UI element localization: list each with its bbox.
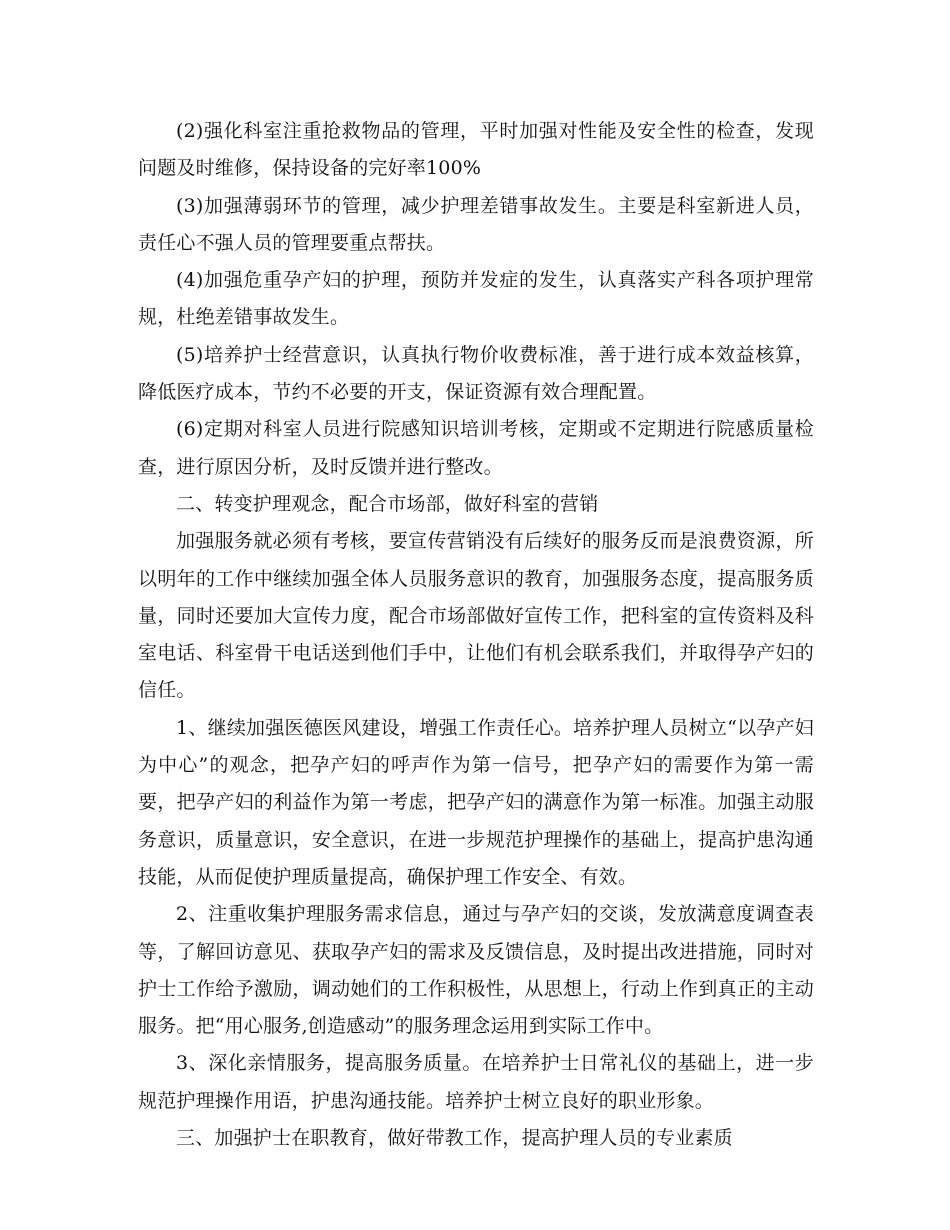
paragraph-item-3: (3)加强薄弱环节的管理，减少护理差错事故发生。主要是科室新进人员，责任心不强人员的管理要重点帮扶。 xyxy=(138,194,814,254)
paragraph-point-3: 3、深化亲情服务，提高服务质量。在培养护士日常礼仪的基础上，进一步规范护理操作用语，护患沟通技能。培养护士树立良好的职业形象。 xyxy=(138,1052,814,1112)
paragraph-point-1: 1、继续加强医德医风建设，增强工作责任心。培养护理人员树立“以孕产妇为中心”的观念，把孕产妇的呼声作为第一信号，把孕产妇的需要作为第一需要，把孕产妇的利益作为第一考虑，把孕产妇的满意作为第一标准。加强主动服务意识，质量意识，安全意识，在进一步规范护理操作的基础上，提高护患沟通技能，从而促使护理质量提高，确保护理工作安全、有效。 xyxy=(138,716,814,888)
document-body xyxy=(138,113,814,1157)
paragraph-service-assessment: 加强服务就必须有考核，要宣传营销没有后续好的服务反而是浪费资源，所以明年的工作中继续加强全体人员服务意识的教育，加强服务态度，提高服务质量，同时还要加大宣传力度，配合市场部做好宣传工作，把科室的宣传资料及科室电话、科室骨干电话送到他们手中，让他们有机会联系我们，并取得孕产妇的信任。 xyxy=(138,530,814,702)
paragraph-item-4: (4)加强危重孕产妇的护理，预防并发症的发生，认真落实产科各项护理常规，杜绝差错事故发生。 xyxy=(138,269,814,329)
paragraph-item-2: (2)强化科室注重抢救物品的管理，平时加强对性能及安全性的检查，发现问题及时维修，保持设备的完好率100% xyxy=(138,120,814,180)
section-heading-3: 三、加强护士在职教育，做好带教工作，提高护理人员的专业素质 xyxy=(176,1127,733,1150)
paragraph-item-5: (5)培养护士经营意识，认真执行物价收费标准，善于进行成本效益核算，降低医疗成本，节约不必要的开支，保证资源有效合理配置。 xyxy=(138,343,814,404)
paragraph-point-2: 2、注重收集护理服务需求信息，通过与孕产妇的交谈，发放满意度调查表等，了解回访意见、获取孕产妇的需求及反馈信息，及时提出改进措施，同时对护士工作给予激励，调动她们的工作积极性，从思想上，行动上作到真正的主动服务。把“用心服务,创造感动”的服务理念运用到实际工作中。 xyxy=(138,903,814,1038)
section-heading-2: 二、转变护理观念，配合市场部，做好科室的营销 xyxy=(176,492,599,515)
paragraph-item-6: (6)定期对科室人员进行院感知识培训考核，定期或不定期进行院感质量检查，进行原因分析，及时反馈并进行整改。 xyxy=(138,418,814,478)
